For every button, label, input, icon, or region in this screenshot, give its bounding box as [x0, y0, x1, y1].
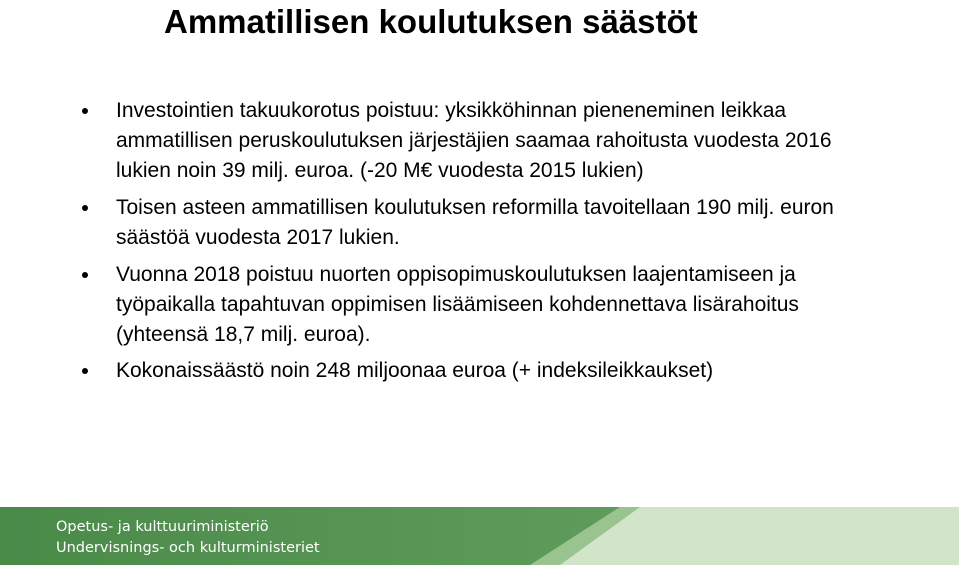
bullet-text: Vuonna 2018 poistuu nuorten oppisopimuskoulutuksen laajentamiseen ja työpaikalla tapahtuvan oppimisen lisäämiseen kohdennettava lisärahoitus (yhteensä 18,7 milj. euroa). [116, 263, 799, 346]
bullet-dot-icon [82, 272, 88, 278]
bullet-dot-icon [82, 205, 88, 211]
bullet-text: Investointien takuukorotus poistuu: yksikköhinnan pieneneminen leikkaa ammatillisen peruskoulutuksen järjestäjien saamaa rahoitusta vuodesta 2016 lukien noin 39 milj. euroa. (-20 M€ vuodesta 2015 lukien) [116, 99, 832, 182]
bullet-item [82, 193, 842, 253]
bullet-item [82, 260, 842, 350]
bullet-dot-icon [82, 108, 88, 114]
bullet-list [82, 96, 842, 393]
ministry-name-swedish: Undervisnings- och kulturministeriet [56, 540, 320, 556]
slide-title: Ammatillisen koulutuksen säästöt [164, 3, 698, 40]
bullet-text: Kokonaissäästö noin 248 miljoonaa euroa (+ indeksileikkaukset) [116, 359, 714, 382]
bullet-dot-icon [82, 368, 88, 374]
footer-banner [0, 507, 959, 565]
bullet-item [82, 356, 842, 386]
bullet-item [82, 96, 842, 186]
bullet-text: Toisen asteen ammatillisen koulutuksen reformilla tavoitellaan 190 milj. euron säästöä vuodesta 2017 lukien. [116, 196, 834, 249]
ministry-name-finnish: Opetus- ja kulttuuriministeriö [56, 519, 269, 535]
